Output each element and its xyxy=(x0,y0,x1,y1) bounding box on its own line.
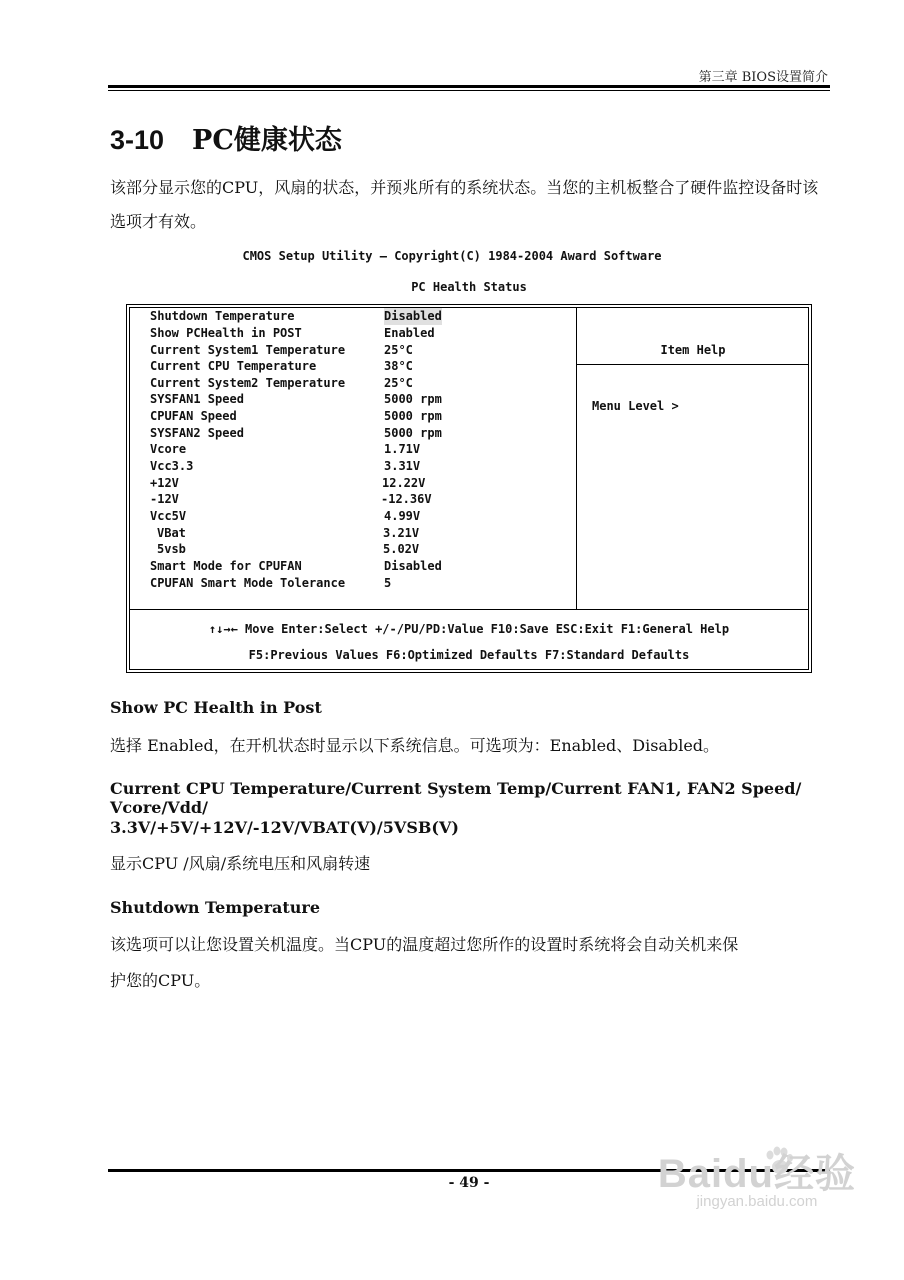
section-title xyxy=(110,118,342,157)
menu-level-text: Menu Level > xyxy=(592,399,679,413)
row-label: Shutdown Temperature xyxy=(150,309,295,323)
bios-row-sysfan1 xyxy=(150,391,442,408)
row-label: SYSFAN2 Speed xyxy=(150,426,244,440)
row-label: VBat xyxy=(157,526,186,540)
section-heading-current-status-cont: 3.3V/+5V/+12V/-12V/VBAT(V)/5VSB(V) xyxy=(110,818,459,837)
row-value: 3.31V xyxy=(384,459,421,473)
bios-row-sysfan2 xyxy=(150,425,442,442)
row-label: CPUFAN Smart Mode Tolerance xyxy=(150,576,346,590)
row-value: 5000 rpm xyxy=(384,409,442,423)
bios-row-system2-temp xyxy=(150,375,413,392)
bios-row-system1-temp xyxy=(150,342,413,359)
bios-row-smart-tolerance[interactable] xyxy=(150,575,392,592)
watermark-url: jingyan.baidu.com xyxy=(696,1193,818,1210)
section-heading-current-status: Current CPU Temperature/Current System Temp/Current FAN1, FAN2 Speed/ Vcore/Vdd/ xyxy=(110,779,802,817)
row-value: 38°C xyxy=(384,359,413,373)
row-value: 12.22V xyxy=(382,476,426,490)
section-body-current-status: 显示CPU /风扇/系统电压和风扇转速 xyxy=(110,854,371,873)
bios-footer-divider xyxy=(129,609,809,610)
section-number: 3-10 xyxy=(110,125,165,155)
row-value: 25°C xyxy=(384,376,413,390)
bios-screen-title: PC Health Status xyxy=(411,280,527,294)
section-body-shutdown-temp-line1: 该选项可以让您设置关机温度。当CPU的温度超过您所作的设置时系统将会自动关机来保 xyxy=(110,935,739,954)
row-label: Current System2 Temperature xyxy=(150,376,346,390)
running-head: 第三章 BIOS设置简介 xyxy=(698,70,828,85)
row-label: Vcc3.3 xyxy=(150,459,194,473)
bios-row-smart-mode[interactable] xyxy=(150,558,442,575)
intro-paragraph: 该部分显示您的CPU，风扇的状态，并预兆所有的系统状态。当您的主机板整合了硬件监控设备时该选项才有效。 xyxy=(110,178,819,231)
bios-row-cpu-temp xyxy=(150,358,413,375)
row-value: 3.21V xyxy=(383,526,420,540)
watermark xyxy=(658,1142,856,1210)
row-label: Show PCHealth in POST xyxy=(150,326,302,340)
row-value: 25°C xyxy=(384,343,413,357)
bios-row-vcc33 xyxy=(150,458,421,475)
row-label: Current System1 Temperature xyxy=(150,343,346,357)
item-help-divider xyxy=(577,364,809,365)
bios-function-keys: F5:Previous Values F6:Optimized Defaults F7:Standard Defaults xyxy=(248,648,690,662)
row-label: 5vsb xyxy=(157,542,186,556)
row-value: 4.99V xyxy=(384,509,421,523)
row-label: Smart Mode for CPUFAN xyxy=(150,559,302,573)
row-label: +12V xyxy=(150,476,179,490)
row-value[interactable]: Disabled xyxy=(384,559,442,573)
bios-row-5vsb xyxy=(157,541,420,558)
row-label: -12V xyxy=(150,492,179,506)
bios-row-vcc5v xyxy=(150,508,421,525)
row-value: 5.02V xyxy=(383,542,420,556)
row-label: Vcc5V xyxy=(150,509,187,523)
section-heading-show-pc-health: Show PC Health in Post xyxy=(110,698,322,717)
cmos-utility-title: CMOS Setup Utility – Copyright(C) 1984-2004 Award Software xyxy=(242,249,662,263)
bios-row-shutdown-temperature[interactable] xyxy=(150,308,442,325)
header-rule xyxy=(108,85,830,88)
header-rule-thin xyxy=(108,90,830,91)
bios-row-cpufan xyxy=(150,408,442,425)
page-number: - 49 - xyxy=(448,1175,490,1191)
bios-row-minus12v xyxy=(150,491,432,508)
row-value: 5000 rpm xyxy=(384,392,442,406)
item-help-title: Item Help xyxy=(660,343,726,357)
row-label: Vcore xyxy=(150,442,187,456)
bios-row-show-pchealth[interactable] xyxy=(150,325,435,342)
section-body-shutdown-temp-line2: 护您的CPU。 xyxy=(110,971,211,990)
section-heading-shutdown-temp: Shutdown Temperature xyxy=(110,898,321,917)
row-label: CPUFAN Speed xyxy=(150,409,237,423)
bios-row-plus12v xyxy=(150,475,426,492)
row-value[interactable]: Disabled xyxy=(384,309,442,323)
row-label: Current CPU Temperature xyxy=(150,359,317,373)
row-label: SYSFAN1 Speed xyxy=(150,392,244,406)
row-value: 1.71V xyxy=(384,442,421,456)
section-title-text: PC健康状态 xyxy=(192,125,342,156)
row-value[interactable]: Enabled xyxy=(384,326,435,340)
row-value: -12.36V xyxy=(381,492,432,506)
bios-row-vbat xyxy=(157,525,420,542)
bios-row-vcore xyxy=(150,441,421,458)
bios-nav-keys: ↑↓→← Move Enter:Select +/-/PU/PD:Value F10:Save ESC:Exit F1:General Help xyxy=(208,622,730,636)
watermark-logo: Baidu经验 xyxy=(657,1152,856,1196)
section-body-show-pc-health: 选择 Enabled，在开机状态时显示以下系统信息。可选项为：Enabled、Disabled。 xyxy=(110,736,720,755)
row-value[interactable]: 5 xyxy=(384,576,392,590)
row-value: 5000 rpm xyxy=(384,426,442,440)
